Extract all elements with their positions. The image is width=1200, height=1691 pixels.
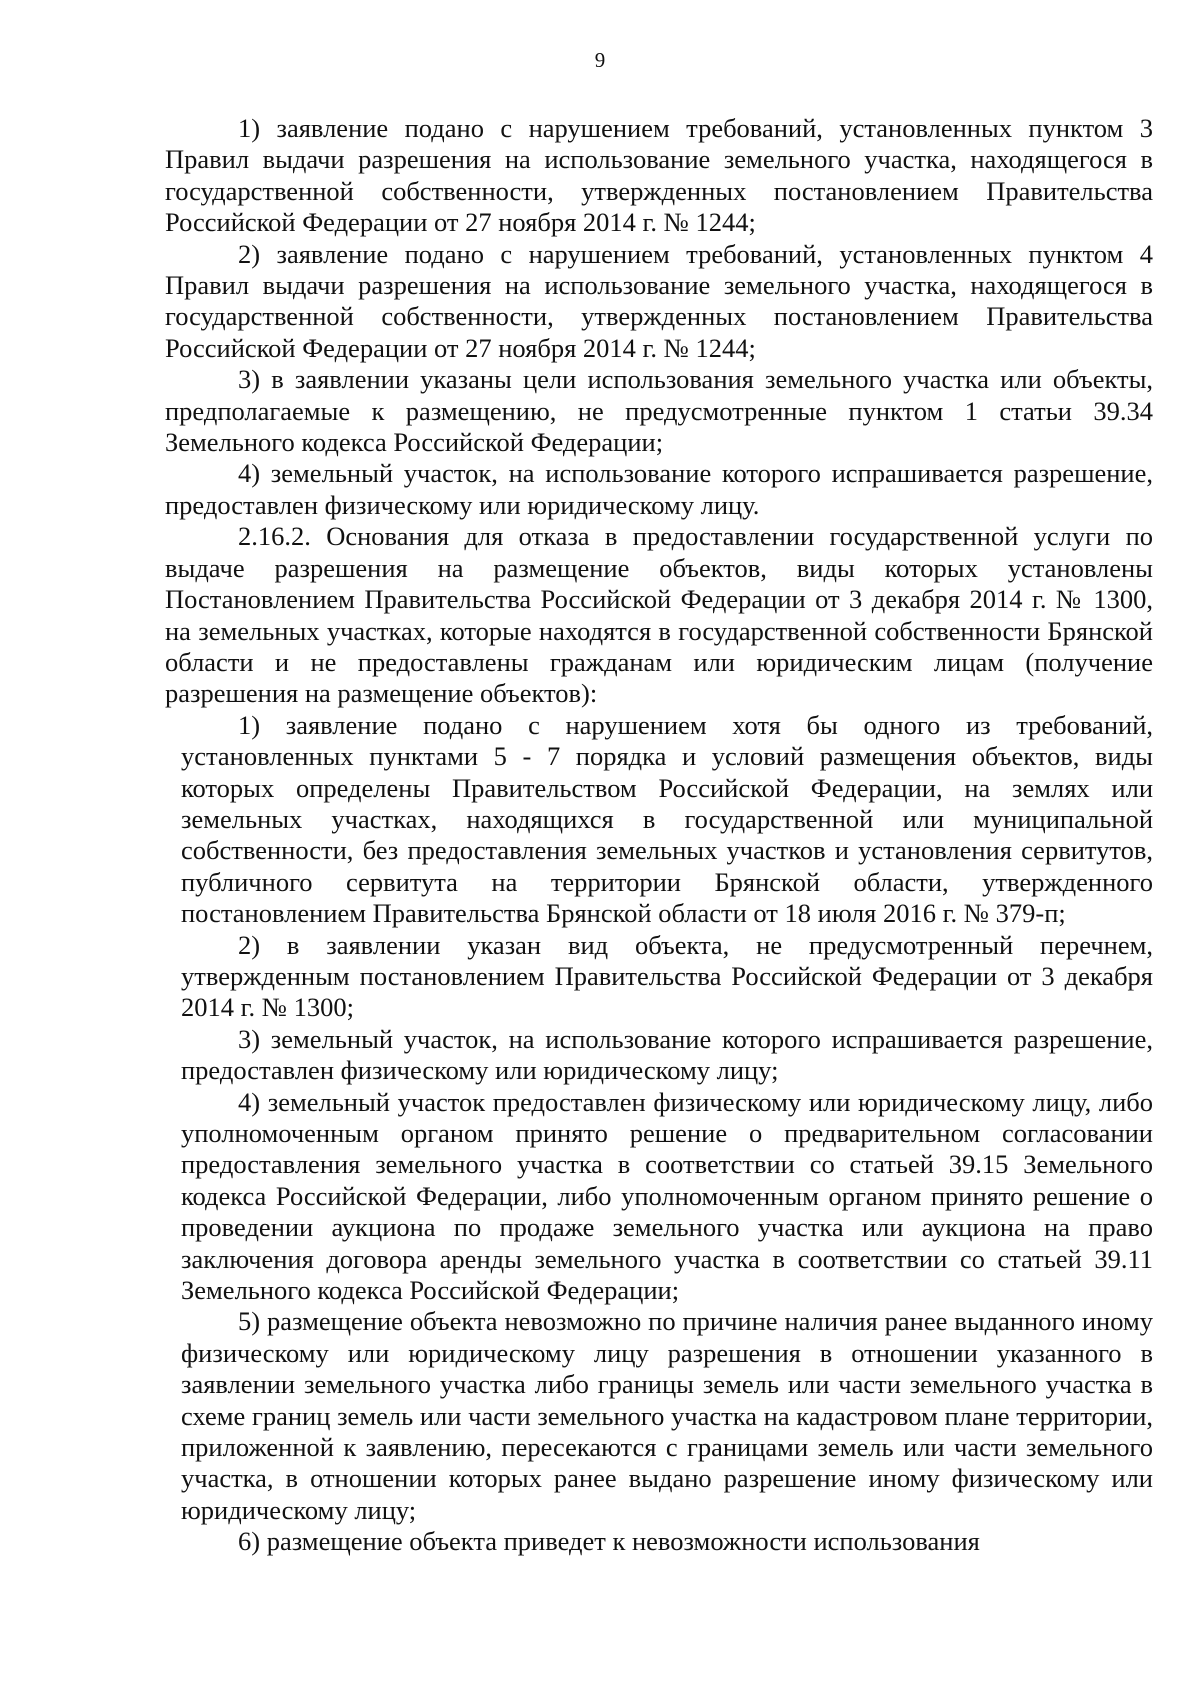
section-2-16-2-paragraph: 2.16.2. Основания для отказа в предоставлении государственной услуги по выдаче разрешения на размещение объектов, виды которых установлены Постановлением Правительства Российской Федерации от 3 декабря 2014 г. № 1300, на земельных участках, которые находятся в государственной собственности Брянской области и не предоставлены гражданам или юридическим лицам (получение разрешения на размещение объектов): [165,521,1153,709]
list-item-1-permit-use: 1) заявление подано с нарушением требований, установленных пунктом 3 Правил выдачи разрешения на использование земельного участка, находящегося в государственной собственности, утвержденных постановлением Правительства Российской Федерации от 27 ноября 2014 г. № 1244; [165,113,1153,238]
list-item-6-placement: 6) размещение объекта приведет к невозможности использования [238,1526,980,1557]
list-item-2-placement: 2) в заявлении указан вид объекта, не предусмотренный перечнем, утвержденным постановлением Правительства Российской Федерации от 3 декабря 2014 г. № 1300; [181,929,1153,1023]
list-item-2-permit-use: 2) заявление подано с нарушением требований, установленных пунктом 4 Правил выдачи разрешения на использование земельного участка, находящегося в государственной собственности, утвержденных постановлением Правительства Российской Федерации от 27 ноября 2014 г. № 1244; [165,238,1153,363]
list-item-3-permit-use: 3) в заявлении указаны цели использования земельного участка или объекты, предполагаемые к размещению, не предусмотренные пунктом 1 статьи 39.34 Земельного кодекса Российской Федерации; [165,364,1153,458]
page-number: 9 [594,48,606,72]
list-item-5-placement: 5) размещение объекта невозможно по причине наличия ранее выданного иному физическому или юридическому лицу разрешения в отношении указанного в заявлении земельного участка либо границы земель или части земельного участка в схеме границ земель или части земельного участка на кадастровом плане территории, приложенной к заявлению, пересекаются с границами земель или части земельного участка, в отношении которых ранее выдано разрешение иному физическому или юридическому лицу; [181,1306,1153,1525]
list-item-1-placement: 1) заявление подано с нарушением хотя бы одного из требований, установленных пунктами 5 - 7 порядка и условий размещения объектов, виды которых определены Правительством Российской Федерации, на землях или земельных участках, находящихся в государственной или муниципальной собственности, без предоставления земельных участков и установления сервитутов, публичного сервитута на территории Брянской области, утвержденного постановлением Правительства Брянской области от 18 июля 2016 г. № 379-п; [181,709,1153,929]
list-item-3-placement: 3) земельный участок, на использование которого испрашивается разрешение, предоставлен физическому или юридическому лицу; [181,1023,1153,1086]
list-item-4-placement: 4) земельный участок предоставлен физическому или юридическому лицу, либо уполномоченным органом принято решение о предварительном согласовании предоставления земельного участка в соответствии со статьей 39.15 Земельного кодекса Российской Федерации, либо уполномоченным органом принято решение о проведении аукциона по продаже земельного участка или аукциона на право заключения договора аренды земельного участка в соответствии со статьей 39.11 Земельного кодекса Российской Федерации; [181,1086,1153,1306]
list-item-4-permit-use: 4) земельный участок, на использование которого испрашивается разрешение, предоставлен физическому или юридическому лицу. [165,458,1153,520]
document-body [165,113,1153,1558]
